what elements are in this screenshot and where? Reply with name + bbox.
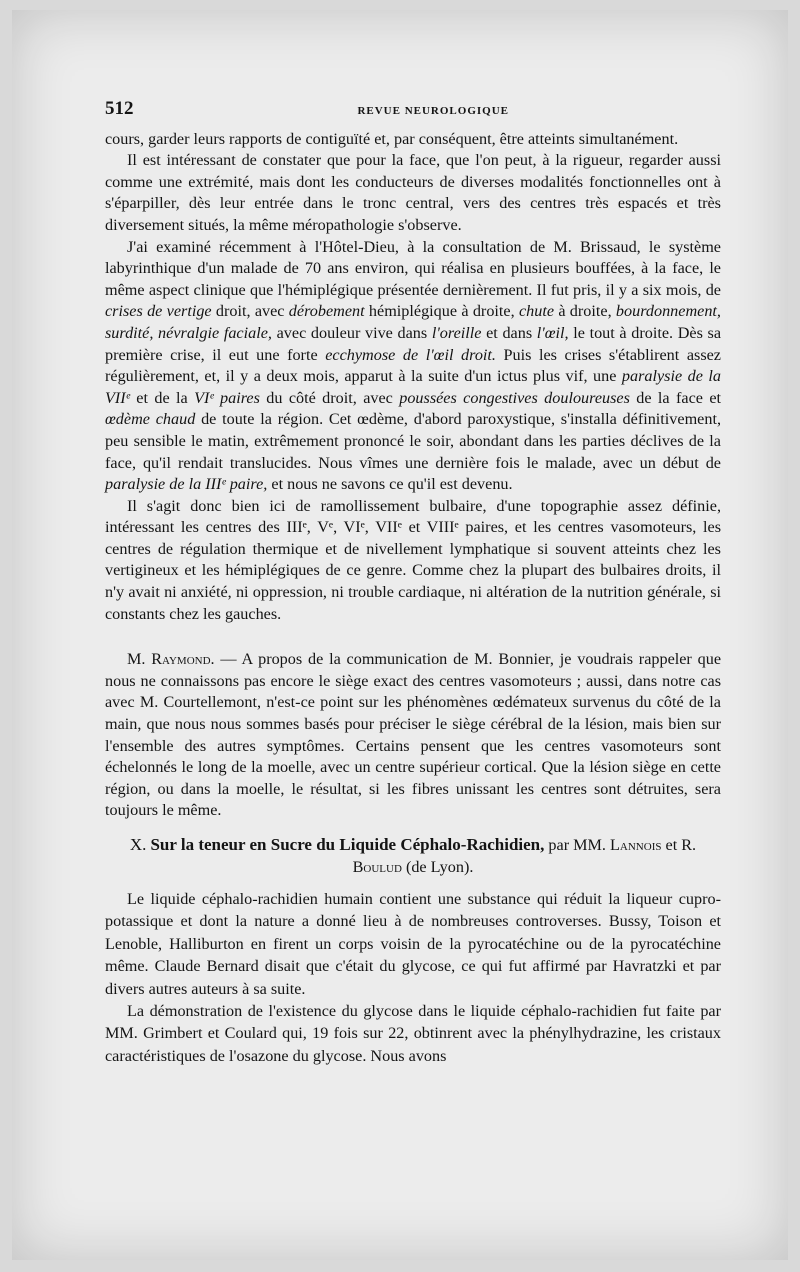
page-content [105,98,721,1067]
italic-run: bourdonnement, surdité, névralgie faciale, [105,302,721,342]
text-run: hémiplégique à droite, [364,302,519,321]
paragraph-case-report [105,237,721,496]
text-run: et dans [481,323,537,342]
text-run: J'ai examiné récemment à l'Hôtel-Dieu, à la consultation de M. Brissaud, le système labyrinthique d'un malade de 70 ans environ, qui réalisa en plusieurs bouffées, à la face, le même aspect clinique que l'hémiplégique présentée dernièrement. Il fut pris, il y a six mois, de [105,237,721,299]
italic-run: ecchymose de l'œil droit. [325,345,496,364]
article-body [105,888,721,1067]
italic-run: VIᵉ paires [194,388,260,407]
italic-run: chute [518,302,555,321]
italic-run: paralysie de la IIIᵉ paire, [105,475,268,494]
italic-run: l'oreille [431,323,482,342]
article-title-text: Sur la teneur en Sucre du Liquide Céphalo-Rachidien, [150,835,545,854]
text-run: et nous ne savons ce qu'il est devenu. [267,475,513,494]
article-title [105,834,721,878]
speaker-name: M. Raymond. [127,650,215,669]
paragraph-face: Il est intéressant de constater que pour la face, que l'on peut, à la rigueur, regarder aussi comme une extrémité, mais dont les conducteurs de diverses modalités fonctionnelles ont à s'éparpiller, dès leur entrée dans le tronc central, vers des centres très espacés et très diversement situés, la même méropathologie s'observe. [105,151,721,234]
italic-run: œdème chaud [105,410,196,429]
text-run: et de la [129,388,195,407]
paragraph-raymond [105,649,721,822]
text-run: avec douleur vive dans [271,323,432,342]
italic-run: crises de vertige [105,302,212,321]
paragraph-liquid: Le liquide céphalo-rachidien humain contient une substance qui réduit la liqueur cupro-potassique et dont la nature a donné lieu à de nombreuses controverses. Bussy, Toison et Lenoble, Halliburton en firent un corps voisin de la pyrocatéchine ou de la pyrocatéchine même. Claude Bernard disait que c'était du glycose, ce qui fut affirmé par Havratzki et par divers autres auteurs à sa suite. [105,890,721,998]
article-number: X. [129,835,147,854]
italic-run: poussées congestives douloureuses [399,388,630,407]
author-boulud: Boulud [352,858,402,876]
author-lannois: Lannois [610,836,662,854]
text-run: le tout à droite. Dès sa première crise, il eut une forte [105,323,722,364]
paragraph-bulbar: Il s'agit donc bien ici de ramollissement bulbaire, d'une topographie assez définie, intéressant les centres des IIIᵉ, Vᵉ, VIᵉ, VIIᵉ et VIIIᵉ paires, et les centres vasomoteurs, les centres de régulation thermique et de nivellement lymphatique si souvent atteints chez les vertigineux et les hémiplégiques de ce genre. Comme chez la plupart des bulbaires droits, il n'y avait ni anxiété, ni oppression, ni trouble cardiaque, ni altération de la nutrition générale, si constants chez les gauches. [105,496,721,623]
paragraph-continuation: cours, garder leurs rapports de contiguïté et, par conséquent, être atteints simultanément. [105,129,679,148]
italic-run: dérobement [288,302,365,321]
article-and: et R. [661,836,697,854]
section-gap [105,625,721,649]
text-run: du côté droit, avec [259,388,400,407]
italic-run: paralysie de la VIIᵉ [105,367,721,407]
italic-run: l'œil, [536,323,569,342]
text-run: à droite, [554,302,616,321]
article-by: par MM. [544,836,611,854]
text-run: droit, avec [211,302,289,321]
running-header [105,98,721,123]
text-run: Puis les crises s'établirent assez régulièrement, et, il y a deux mois, apparut à la suite d'un ictus plus vif, une [105,345,721,386]
page [12,10,788,1260]
paragraph-demonstration: La démonstration de l'existence du glycose dans le liquide céphalo-rachidien fut faite par MM. Grimbert et Coulard qui, 19 fois sur 22, obtinrent avec la phénylhydrazine, les cristaux caractéristiques de l'osazone du glycose. Nous avons [105,1002,721,1065]
raymond-text: — A propos de la communication de M. Bonnier, je voudrais rappeler que nous ne connaissons pas encore le siège exact des centres vasomoteurs ; aussi, dans notre cas avec M. Courtellemont, n'est-ce point sur les phénomènes œdémateux survenus du côté de la main, que nous nous sommes basés pour préciser le siège cérébral de la lésion, mais bien sur l'ensemble des autres symptômes. Certains pensent que les centres vasomoteurs sont échelonnés le long de la moelle, avec un centre supérieur cortical. Que la lésion siège en cette région, ou dans la moelle, le résultat, si les fibres unissant les centres sont détruites, sera toujours le même. [105,650,722,820]
page-number: 512 [105,98,134,119]
article-place: (de Lyon). [401,858,474,876]
text-run: de toute la région. Cet œdème, d'abord paroxystique, s'installa définitivement, peu sensible le matin, extrêmement prononcé le soir, abondant dans les parties déclives de la face, qu'il rendait translucides. Nous vîmes une dernière fois le malade, avec un début de [105,410,721,472]
text-run: de la face et [629,388,722,407]
journal-title: REVUE NEUROLOGIQUE [357,105,509,117]
